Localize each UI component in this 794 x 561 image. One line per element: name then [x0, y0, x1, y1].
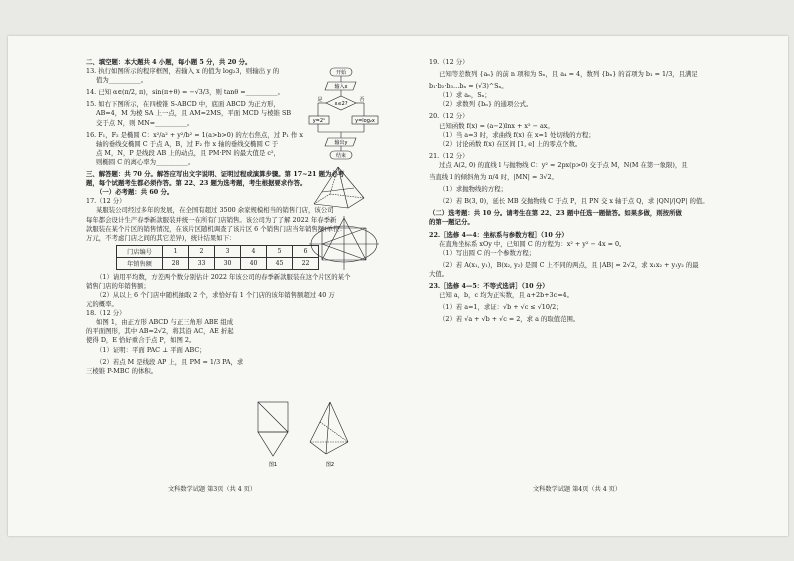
q17-line2: 每年都会设计生产春季新款服装并统一在所有门店销售。该公司为了了解 2022 年春季新 — [86, 215, 337, 224]
q21-header: 21.（12 分） — [429, 151, 469, 160]
q18-part2: （2）若点 M 是线段 AP 上，且 PM = 1/3 PA，求 — [96, 357, 244, 366]
q16-line2: 轴的垂线交椭圆 C 于点 A，B，过 F₂ 作 x 轴的垂线交椭圆 C 于 — [96, 139, 279, 148]
q19-part2: （2）求数列 {bₙ} 的通项公式。 — [439, 100, 533, 109]
q20-line1: 已知函数 f(x) = (a−2)lnx + x² − ax。 — [439, 121, 554, 130]
q23-part1: （1）若 a=1，求证：√b + √c ≤ √10/2； — [439, 303, 563, 312]
q18-header: 18.（12 分） — [86, 309, 126, 318]
page-4 — [403, 36, 788, 536]
section-optional-1: （二）选考题：共 10 分。请考生在第 22、23 题中任选一题做答。如果多做，则按所做 — [429, 209, 682, 218]
table-cell: 4 — [241, 245, 267, 257]
q23-part2: （2）若 √a + √b + √c = 2，求 a 的取值范围。 — [439, 315, 580, 324]
q16-line1: 16. F₁，F₂ 是椭圆 C：x²/a² + y²/b² = 1(a>b>0) 的左右焦点，过 P₁ 作 x — [86, 130, 304, 139]
section-fill-blank: 二、填空题：本大题共 4 小题，每小题 5 分，共 20 分。 — [86, 58, 252, 66]
flow-start: 开始 — [335, 70, 347, 76]
q20-header: 20.（12 分） — [429, 112, 469, 121]
pyramid-figure — [308, 164, 370, 212]
q18-line3: 使得 D，E 恰好重合于点 P，如图 2。 — [86, 336, 196, 345]
table-cell: 22 — [293, 257, 319, 269]
flowchart-figure — [308, 66, 380, 162]
q22-line1: 在直角坐标系 xOy 中，已知圆 C 的方程为：x² + y² − 4x = 0。 — [439, 239, 626, 248]
q14-line: 14. 已知 α∈(π/2, π)，sin(π+θ) = −√3/3，则 tanθ =__________。 — [86, 88, 284, 97]
flow-condition: x≤2? — [334, 101, 348, 107]
q17-line4: 万元，不考虑门店之间的其它差异)，统计结果如下： — [86, 233, 236, 242]
section-optional-2: 的第一题记分。 — [429, 218, 474, 227]
q17-header: 17.（12 分） — [86, 197, 126, 206]
flow-no: 否 — [359, 97, 365, 103]
q20-part2: （2）讨论函数 f(x) 在区间 [1, e] 上的零点个数。 — [439, 139, 582, 148]
table-header-cell: 门店编号 — [117, 245, 163, 257]
q17-part2-line2: 元的概率。 — [86, 300, 118, 309]
q19-header: 19.（12 分） — [429, 58, 469, 66]
q17-part1-line1: （1）请用平均数，方差两个数分别估计 2022 年该公司的春季新款服装在这个片区的某个 — [96, 272, 351, 281]
q21-part1: （1）求抛物线的方程； — [439, 185, 507, 194]
flow-yes: 是 — [317, 97, 323, 103]
table-cell: 45 — [267, 257, 293, 269]
table-row — [117, 257, 319, 269]
flow-branch-2: y=log₂x — [355, 118, 375, 124]
q20-part1: （1）当 a=3 时，求曲线 f(x) 在 x=1 处切线的方程； — [439, 130, 595, 139]
flow-end: 结束 — [335, 153, 347, 159]
page-footer: 文科数学试题 第3页（共 4 页） — [168, 486, 257, 493]
figure-1-label: 图1 — [268, 462, 278, 468]
page-footer: 文科数学试题 第4页（共 4 页） — [533, 486, 622, 493]
q18-line4: 三棱锥 P-MBC 的体积。 — [86, 366, 158, 375]
flow-input: 输入x — [334, 84, 348, 90]
section-solve-2: 题，每个试题考生都必须作答。第 22、23 题为选考题，考生根据要求作答。 — [86, 179, 307, 188]
q23-header: 23.［选修 4—5：不等式选讲］（10 分） — [429, 281, 549, 290]
exam-sheet — [8, 36, 788, 536]
q21-part2: （2）若 B(3, 0)，延长 MB 交抛物线 C 于点 P，且 PN 交 x 轴于点 Q，求 |QN|/|QP| 的值。 — [439, 197, 709, 206]
q21-line1: 过点 A(2, 0) 的直线 l 与抛物线 C：y² = 2px(p>0) 交于点 M，N(M 在第一象限)，且 — [439, 160, 688, 169]
q22-part1: （1）写出圆 C 的一个参数方程； — [439, 248, 536, 257]
table-row — [117, 245, 319, 257]
q13-line1: 13. 执行如图所示的程序框图，若输入 x 的值为 log₂3，则输出 y 的 — [86, 67, 280, 76]
table-cell: 5 — [267, 245, 293, 257]
q16-line4: 则椭圆 C 的离心率为__________。 — [96, 157, 195, 166]
table-header-cell: 年销售额 — [117, 257, 163, 269]
flow-output: 输出y — [334, 140, 348, 146]
q18-line1: 如图 1，由正方形 ABCD 与正三角形 ABE 组成 — [96, 318, 234, 327]
q17-line1: 某服装公司经过多年的发展，在全国有超过 3500 余家规模相当的销售门店，该公司 — [96, 206, 334, 215]
fold-figures — [248, 396, 368, 468]
q22-header: 22.［选修 4—4：坐标系与参数方程］（10 分） — [429, 230, 568, 239]
table-cell: 1 — [163, 245, 189, 257]
q18-part1: （1）证明：平面 PAC ⊥ 平面 ABC； — [96, 345, 206, 354]
q17-part1-line2: 销售门店的年销售额； — [86, 281, 150, 290]
q22-part2: （2）若 A(x₁, y₁)，B(x₂, y₂) 是圆 C 上不同的两点，且 |AB| = 2√2，求 x₁x₂ + y₁y₂ 的最 — [439, 260, 699, 269]
ellipse-figure — [308, 214, 380, 272]
table-cell: 6 — [293, 245, 319, 257]
sales-table — [116, 245, 319, 270]
q19-line1: 已知等差数列 {aₙ} 的前 n 项和为 Sₙ，且 a₄ = 4，数列 {bₙ} 的首项为 b₁ = 1/3，且满足 — [439, 70, 698, 79]
q15-line1: 15. 如右下图所示，在四棱锥 S-ABCD 中，底面 ABCD 为正方形， — [86, 100, 280, 109]
q22-line3: 大值。 — [429, 269, 449, 278]
section-required: （一）必考题：共 60 分。 — [96, 188, 174, 197]
q23-line1: 已知 a，b，c 均为正实数，且 a+2b+3c=4。 — [439, 291, 574, 300]
flow-branch-1: y=2ˣ — [312, 118, 326, 124]
q15-line3: 交于点 N，则 MN=__________。 — [96, 118, 194, 127]
table-cell: 3 — [215, 245, 241, 257]
q18-line2: 的平面图形，其中 AB=2√2，将其沿 AC，AE 折起 — [86, 327, 234, 336]
q13-line2: 值为__________。 — [96, 76, 148, 85]
table-cell: 40 — [241, 257, 267, 269]
q19-part1: （1）求 aₙ，Sₙ； — [439, 91, 491, 100]
q19-line2: b₁·b₂·b₃…bₙ = (√3)^Sₙ。 — [429, 82, 508, 91]
table-cell: 2 — [189, 245, 215, 257]
table-cell: 33 — [189, 257, 215, 269]
q17-part2-line1: （2）从以上 6 个门店中随机抽取 2 个，求恰好有 1 个门店的该年销售额超过 40 万 — [96, 290, 335, 299]
q17-line3: 款服装在某个片区的销售情况，在该片区随机调查了该片区 6 个销售门店当年销售额(单位： — [86, 224, 346, 233]
figure-2-label: 图2 — [325, 462, 335, 468]
q21-line2: 当直线 l 的倾斜角为 π/4 时，|MN| = 3√2。 — [429, 173, 558, 182]
q16-line3: 点 M，N，P 是线段 AB 上的动点，且 PM·PN 的最大值是 c²， — [96, 148, 280, 157]
section-solve-1: 三、解答题：共 70 分。解答应写出文字说明、证明过程或演算步骤。第 17~21 题为必考 — [86, 170, 345, 179]
table-cell: 30 — [215, 257, 241, 269]
q15-line2: AB=4，M 为棱 SA 上一点，且 AM=2MS，平面 MCD 与棱锥 SB — [96, 109, 292, 118]
table-cell: 28 — [163, 257, 189, 269]
